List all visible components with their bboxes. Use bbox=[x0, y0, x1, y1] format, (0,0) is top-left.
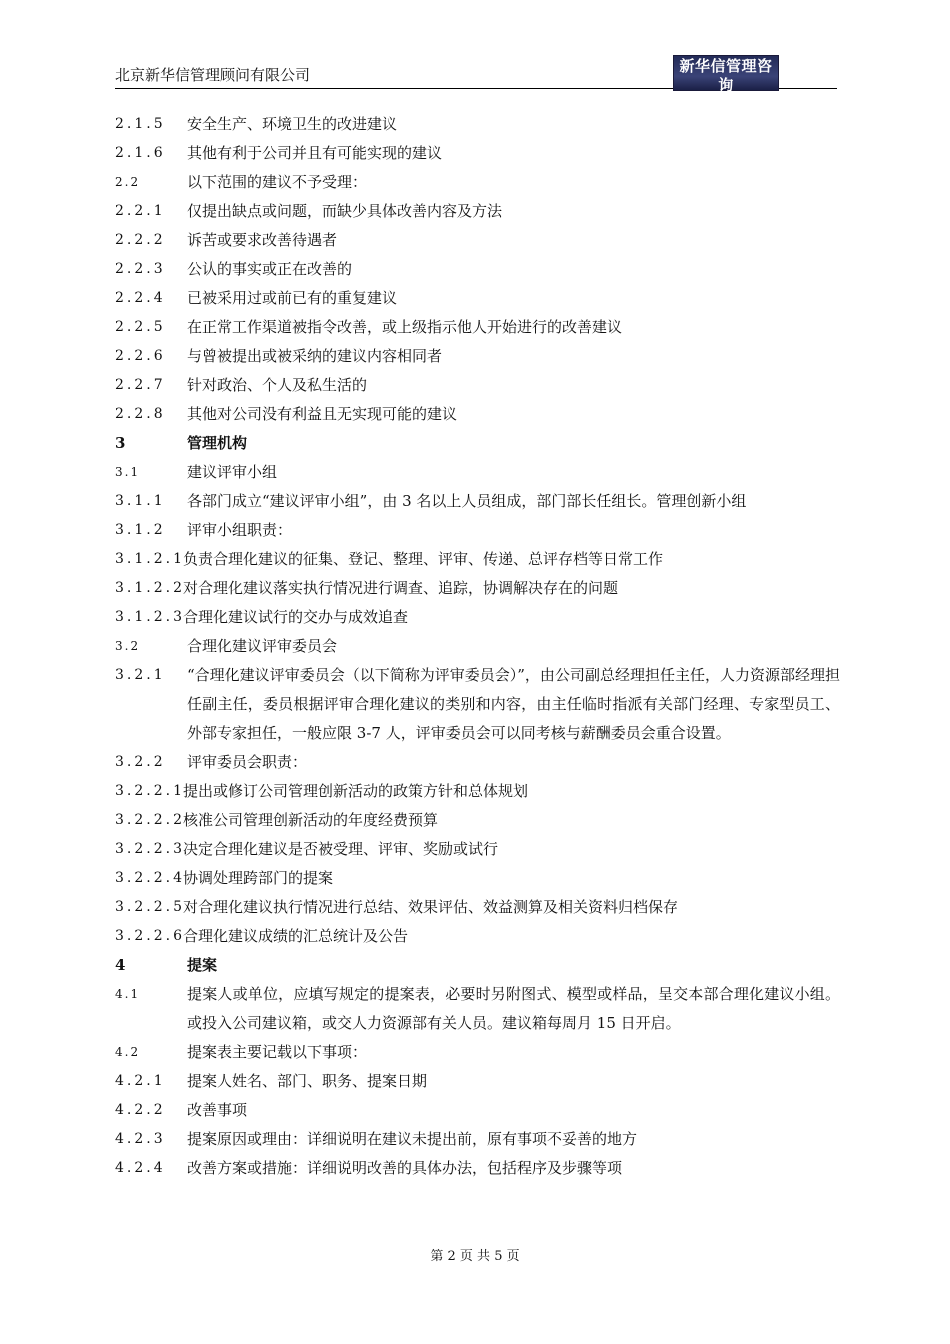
clause-number: 3.2.1 bbox=[115, 667, 166, 683]
clause-text: “合理化建议评审委员会（以下简称为评审委员会）”，由公司副总经理担任主任，人力资源部经理担任副主任，委员根据评审合理化建议的类别和内容，由主任临时指派有关部门经理、专家型员工、外部专家担任，一般应限 3-7 人，评审委员会可以同考核与薪酬委员会重合设置。 bbox=[187, 666, 840, 742]
clause-2-2-4 bbox=[115, 284, 840, 313]
clause-number: 4.2 bbox=[115, 1045, 141, 1059]
clause-number: 2.2.2 bbox=[115, 232, 166, 248]
clause-number: 3.1.2.3 bbox=[115, 609, 185, 625]
logo-english-text: SINOTRUST bbox=[687, 96, 764, 106]
clause-4-2-4 bbox=[115, 1154, 840, 1183]
clause-number: 2.2.6 bbox=[115, 348, 166, 364]
clause-text: 合理化建议试行的交办与成效追查 bbox=[183, 608, 409, 626]
clause-text: 各部门成立“建议评审小组”，由 3 名以上人员组成，部门部长任组长。管理创新小组 bbox=[187, 492, 747, 510]
clause-number: 2.1.5 bbox=[115, 116, 166, 132]
clause-text: 其他对公司没有利益且无实现可能的建议 bbox=[187, 405, 458, 423]
clause-2-2-2 bbox=[115, 226, 840, 255]
clause-text: 建议评审小组 bbox=[187, 463, 278, 481]
clause-3-2-2-2 bbox=[115, 806, 840, 835]
clause-number: 3.1.2 bbox=[115, 522, 166, 538]
clause-text: 核准公司管理创新活动的年度经费预算 bbox=[183, 811, 439, 829]
section-heading-4 bbox=[115, 951, 840, 980]
clause-2-2-1 bbox=[115, 197, 840, 226]
clause-4-2 bbox=[115, 1038, 840, 1067]
clause-number: 3.2.2.4 bbox=[115, 870, 185, 886]
clause-text: 诉苦或要求改善待遇者 bbox=[187, 231, 338, 249]
clause-text: 改善方案或措施：详细说明改善的具体办法，包括程序及步骤等项 bbox=[187, 1159, 623, 1177]
page-header bbox=[115, 52, 837, 106]
clause-text: 提案表主要记载以下事项： bbox=[187, 1043, 368, 1061]
clause-number: 3.2.2.6 bbox=[115, 928, 185, 944]
clause-text: 安全生产、环境卫生的改进建议 bbox=[187, 115, 398, 133]
clause-text: 公认的事实或正在改善的 bbox=[187, 260, 353, 278]
clause-number: 3.2.2.2 bbox=[115, 812, 185, 828]
clause-number: 2.2.1 bbox=[115, 203, 166, 219]
clause-number: 3.2.2.5 bbox=[115, 899, 185, 915]
document-body bbox=[115, 110, 840, 1183]
clause-text: 合理化建议评审委员会 bbox=[187, 637, 338, 655]
section-heading-3 bbox=[115, 429, 840, 458]
clause-text: 仅提出缺点或问题，而缺少具体改善内容及方法 bbox=[187, 202, 503, 220]
clause-4-2-1 bbox=[115, 1067, 840, 1096]
clause-number: 3.2.2 bbox=[115, 754, 166, 770]
clause-number: 3.2 bbox=[115, 639, 141, 653]
clause-4-2-3 bbox=[115, 1125, 840, 1154]
clause-number: 4.2.4 bbox=[115, 1160, 166, 1176]
clause-3-2-2-3 bbox=[115, 835, 840, 864]
clause-4-1 bbox=[115, 980, 840, 1038]
clause-text: 协调处理跨部门的提案 bbox=[183, 869, 334, 887]
clause-2-2-5 bbox=[115, 313, 840, 342]
logo-chinese-text: 新华信管理咨询 bbox=[679, 57, 773, 94]
clause-2-2 bbox=[115, 168, 840, 197]
clause-3-1-2-3 bbox=[115, 603, 840, 632]
clause-text: 已被采用过或前已有的重复建议 bbox=[187, 289, 398, 307]
clause-number: 2.2.8 bbox=[115, 406, 166, 422]
clause-3-1-2-1 bbox=[115, 545, 840, 574]
clause-number: 2.2.5 bbox=[115, 319, 166, 335]
clause-number: 4.1 bbox=[115, 987, 141, 1001]
clause-number: 3.2.2.3 bbox=[115, 841, 185, 857]
clause-number: 2.2.4 bbox=[115, 290, 166, 306]
clause-text: 提案原因或理由：详细说明在建议未提出前，原有事项不妥善的地方 bbox=[187, 1130, 638, 1148]
clause-2-2-8 bbox=[115, 400, 840, 429]
clause-2-2-3 bbox=[115, 255, 840, 284]
clause-2-1-6 bbox=[115, 139, 840, 168]
clause-number: 2.2 bbox=[115, 175, 141, 189]
clause-text: 提出或修订公司管理创新活动的政策方针和总体规划 bbox=[183, 782, 529, 800]
section-title: 提案 bbox=[187, 956, 218, 974]
clause-text: 与曾被提出或被采纳的建议内容相同者 bbox=[187, 347, 443, 365]
clause-text: 提案人或单位，应填写规定的提案表，必要时另附图式、模型或样品，呈交本部合理化建议小组。或投入公司建议箱，或交人力资源部有关人员。建议箱每周月 15 日开启。 bbox=[187, 985, 840, 1032]
clause-3-2 bbox=[115, 632, 840, 661]
clause-number: 2.1.6 bbox=[115, 145, 166, 161]
clause-number: 3.1.2.2 bbox=[115, 580, 185, 596]
section-number: 3 bbox=[115, 434, 126, 452]
clause-text: 提案人姓名、部门、职务、提案日期 bbox=[187, 1072, 428, 1090]
clause-number: 3.1.1 bbox=[115, 493, 166, 509]
clause-text: 以下范围的建议不予受理： bbox=[187, 173, 368, 191]
clause-number: 3.2.2.1 bbox=[115, 783, 185, 799]
clause-number: 4.2.1 bbox=[115, 1073, 166, 1089]
clause-3-2-1 bbox=[115, 661, 840, 748]
sinotrust-logo bbox=[673, 55, 779, 106]
clause-4-2-2 bbox=[115, 1096, 840, 1125]
clause-3-1 bbox=[115, 458, 840, 487]
section-title: 管理机构 bbox=[187, 434, 248, 452]
clause-text: 对合理化建议执行情况进行总结、效果评估、效益测算及相关资料归档保存 bbox=[183, 898, 679, 916]
clause-text: 决定合理化建议是否被受理、评审、奖励或试行 bbox=[183, 840, 499, 858]
clause-3-1-1 bbox=[115, 487, 840, 516]
page-footer: 第 2 页 共 5 页 bbox=[430, 1249, 520, 1264]
clause-number: 4.2.2 bbox=[115, 1102, 166, 1118]
clause-text: 合理化建议成绩的汇总统计及公告 bbox=[183, 927, 409, 945]
clause-text: 在正常工作渠道被指令改善，或上级指示他人开始进行的改善建议 bbox=[187, 318, 623, 336]
clause-2-2-7 bbox=[115, 371, 840, 400]
clause-3-2-2-1 bbox=[115, 777, 840, 806]
clause-number: 2.2.3 bbox=[115, 261, 166, 277]
clause-number: 4.2.3 bbox=[115, 1131, 166, 1147]
clause-text: 其他有利于公司并且有可能实现的建议 bbox=[187, 144, 443, 162]
clause-2-2-6 bbox=[115, 342, 840, 371]
clause-number: 2.2.7 bbox=[115, 377, 166, 393]
clause-text: 评审小组职责： bbox=[187, 521, 293, 539]
clause-2-1-5 bbox=[115, 110, 840, 139]
clause-text: 对合理化建议落实执行情况进行调查、追踪，协调解决存在的问题 bbox=[183, 579, 619, 597]
clause-3-2-2-5 bbox=[115, 893, 840, 922]
clause-text: 评审委员会职责： bbox=[187, 753, 308, 771]
clause-3-2-2-4 bbox=[115, 864, 840, 893]
company-name: 北京新华信管理顾问有限公司 bbox=[115, 66, 311, 84]
section-number: 4 bbox=[115, 956, 126, 974]
clause-3-1-2 bbox=[115, 516, 840, 545]
clause-text: 负责合理化建议的征集、登记、整理、评审、传递、总评存档等日常工作 bbox=[183, 550, 664, 568]
clause-text: 改善事项 bbox=[187, 1101, 248, 1119]
clause-3-1-2-2 bbox=[115, 574, 840, 603]
clause-number: 3.1.2.1 bbox=[115, 551, 185, 567]
clause-3-2-2-6 bbox=[115, 922, 840, 951]
clause-number: 3.1 bbox=[115, 465, 141, 479]
clause-3-2-2 bbox=[115, 748, 840, 777]
clause-text: 针对政治、个人及私生活的 bbox=[187, 376, 368, 394]
